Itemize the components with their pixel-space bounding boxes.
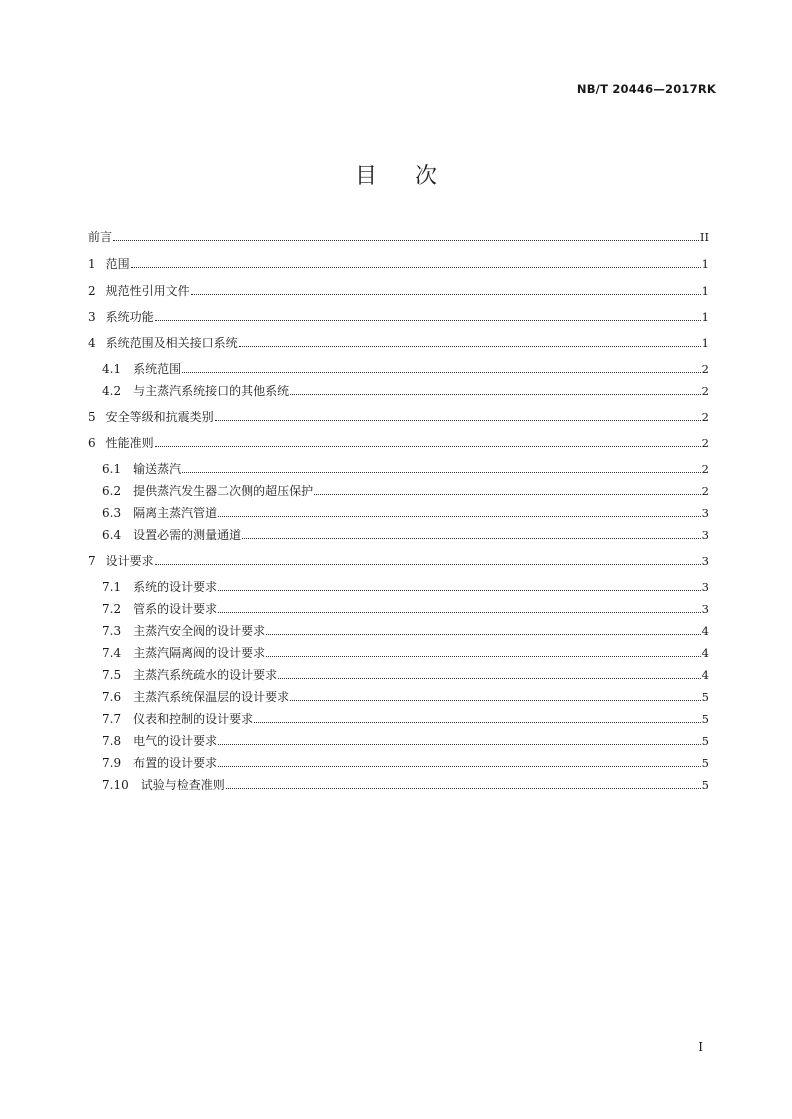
toc-entry[interactable] (102, 526, 709, 544)
toc-entry[interactable] (102, 504, 709, 522)
toc-entry-number: 7.2 (102, 602, 122, 616)
toc-entry-number: 7.10 (102, 778, 129, 792)
toc-dot-leader (290, 394, 701, 395)
toc-entry-page: 4 (701, 646, 709, 660)
toc-entry-title: 主蒸汽隔离阀的设计要求 (133, 646, 266, 660)
toc-entry[interactable] (102, 644, 709, 662)
toc-entry-page: 3 (701, 528, 709, 542)
toc-entry-title: 系统范围 (133, 362, 182, 376)
toc-entry[interactable] (102, 360, 709, 378)
toc-entry-title: 主蒸汽安全阀的设计要求 (133, 624, 266, 638)
toc-entry-number: 6.4 (102, 528, 122, 542)
toc-entry-number: 6 (88, 436, 96, 450)
toc-entry-page: 1 (701, 257, 709, 271)
toc-dot-leader (182, 372, 701, 373)
toc-dot-leader (218, 612, 701, 613)
toc-entry[interactable] (102, 622, 709, 640)
toc-entry-number: 1 (88, 257, 96, 271)
toc-dot-leader (155, 564, 701, 565)
toc-entry-title: 规范性引用文件 (105, 284, 190, 298)
toc-entry[interactable] (88, 408, 709, 426)
toc-entry-number: 6.1 (102, 462, 122, 476)
toc-entry-title: 性能准则 (105, 436, 154, 450)
toc-entry-number: 7.4 (102, 646, 122, 660)
toc-entry-number: 7 (88, 554, 96, 568)
toc-dot-leader (266, 656, 701, 657)
toc-entry-page: 5 (701, 778, 709, 792)
toc-entry-page: 5 (701, 756, 709, 770)
toc-entry-number: 6.3 (102, 506, 122, 520)
toc-dot-leader (266, 634, 701, 635)
toc-entry[interactable] (102, 600, 709, 618)
toc-entry-page: 3 (701, 554, 709, 568)
toc-entry-title: 主蒸汽系统保温层的设计要求 (133, 690, 290, 704)
toc-entry-title: 隔离主蒸汽管道 (133, 506, 218, 520)
page-title: 目次 (354, 164, 475, 189)
toc-dot-leader (239, 346, 701, 347)
toc-entry[interactable] (102, 776, 709, 794)
toc-entry-title: 仪表和控制的设计要求 (133, 712, 254, 726)
toc-entry-number: 7.6 (102, 690, 122, 704)
toc-entry-page: 2 (701, 462, 709, 476)
toc-dot-leader (215, 420, 701, 421)
toc-entry-title: 与主蒸汽系统接口的其他系统 (133, 384, 290, 398)
toc-dot-leader (278, 678, 701, 679)
toc-entry-title: 安全等级和抗震类别 (105, 410, 214, 424)
page-number: I (698, 1040, 703, 1054)
toc-entry-page: 4 (701, 624, 709, 638)
toc-entry-page: 4 (701, 668, 709, 682)
toc-entry-page: 2 (701, 410, 709, 424)
toc-dot-leader (155, 320, 701, 321)
toc-entry-title: 系统范围及相关接口系统 (105, 336, 238, 350)
toc-entry[interactable] (88, 228, 709, 246)
toc-entry[interactable] (88, 282, 709, 300)
toc-entry[interactable] (102, 710, 709, 728)
toc-entry-number: 7.3 (102, 624, 122, 638)
toc-entry-page: 3 (701, 602, 709, 616)
toc-entry[interactable] (102, 578, 709, 596)
toc-entry-number: 7.1 (102, 580, 122, 594)
toc-entry[interactable] (102, 382, 709, 400)
toc-entry-number: 4.2 (102, 384, 122, 398)
toc-entry-title: 试验与检查准则 (140, 778, 225, 792)
toc-entry-title: 范围 (105, 257, 130, 271)
toc-entry[interactable] (102, 460, 709, 478)
toc-entry-page: 1 (701, 336, 709, 350)
toc-dot-leader (218, 590, 701, 591)
toc-entry-title: 提供蒸汽发生器二次侧的超压保护 (133, 484, 314, 498)
toc-entry-title: 输送蒸汽 (133, 462, 182, 476)
toc-dot-leader (290, 700, 701, 701)
toc-dot-leader (191, 294, 701, 295)
toc-entry-number: 7.9 (102, 756, 122, 770)
toc-entry-title: 设置必需的测量通道 (133, 528, 242, 542)
toc-entry[interactable] (88, 255, 709, 273)
toc-dot-leader (218, 766, 701, 767)
toc-dot-leader (226, 788, 701, 789)
toc-entry-title: 系统的设计要求 (133, 580, 218, 594)
toc-dot-leader (218, 744, 701, 745)
toc-entry-page: II (699, 230, 709, 244)
toc-entry[interactable] (88, 334, 709, 352)
toc-entry-title: 主蒸汽系统疏水的设计要求 (133, 668, 278, 682)
toc-entry-page: 5 (701, 712, 709, 726)
toc-dot-leader (182, 472, 701, 473)
toc-entry[interactable] (88, 552, 709, 570)
toc-entry-number: 7.7 (102, 712, 122, 726)
toc-dot-leader (254, 722, 701, 723)
toc-entry-page: 1 (701, 310, 709, 324)
toc-entry[interactable] (102, 666, 709, 684)
toc-entry[interactable] (102, 754, 709, 772)
toc-entry-number: 4.1 (102, 362, 122, 376)
toc-entry[interactable] (88, 308, 709, 326)
toc-entry-page: 2 (701, 484, 709, 498)
toc-dot-leader (218, 516, 701, 517)
toc-entry-title: 前言 (88, 230, 113, 244)
toc-entry-page: 2 (701, 362, 709, 376)
toc-dot-leader (242, 538, 701, 539)
toc-entry-number: 6.2 (102, 484, 122, 498)
toc-entry-page: 2 (701, 436, 709, 450)
toc-entry-title: 电气的设计要求 (133, 734, 218, 748)
toc-entry-page: 3 (701, 506, 709, 520)
toc-entry-number: 4 (88, 336, 96, 350)
toc-entry-title: 系统功能 (105, 310, 154, 324)
toc-entry-page: 3 (701, 580, 709, 594)
toc-entry[interactable] (102, 482, 709, 500)
toc-entry-number: 2 (88, 284, 96, 298)
toc-entry-page: 2 (701, 384, 709, 398)
toc-entry-number: 5 (88, 410, 96, 424)
toc-entry-number: 3 (88, 310, 96, 324)
toc-entry[interactable] (102, 732, 709, 750)
toc-entry[interactable] (88, 434, 709, 452)
toc-entry-title: 布置的设计要求 (133, 756, 218, 770)
toc-entry-number: 7.5 (102, 668, 122, 682)
toc-dot-leader (155, 446, 701, 447)
toc-dot-leader (131, 267, 701, 268)
toc-dot-leader (314, 494, 701, 495)
standard-code: NB/T 20446—2017RK (576, 82, 716, 96)
toc-entry-page: 5 (701, 734, 709, 748)
toc-dot-leader (113, 240, 699, 241)
toc-entry[interactable] (102, 688, 709, 706)
toc-entry-title: 设计要求 (105, 554, 154, 568)
toc-entry-number: 7.8 (102, 734, 122, 748)
toc-entry-page: 5 (701, 690, 709, 704)
toc-entry-title: 管系的设计要求 (133, 602, 218, 616)
toc-entry-page: 1 (701, 284, 709, 298)
